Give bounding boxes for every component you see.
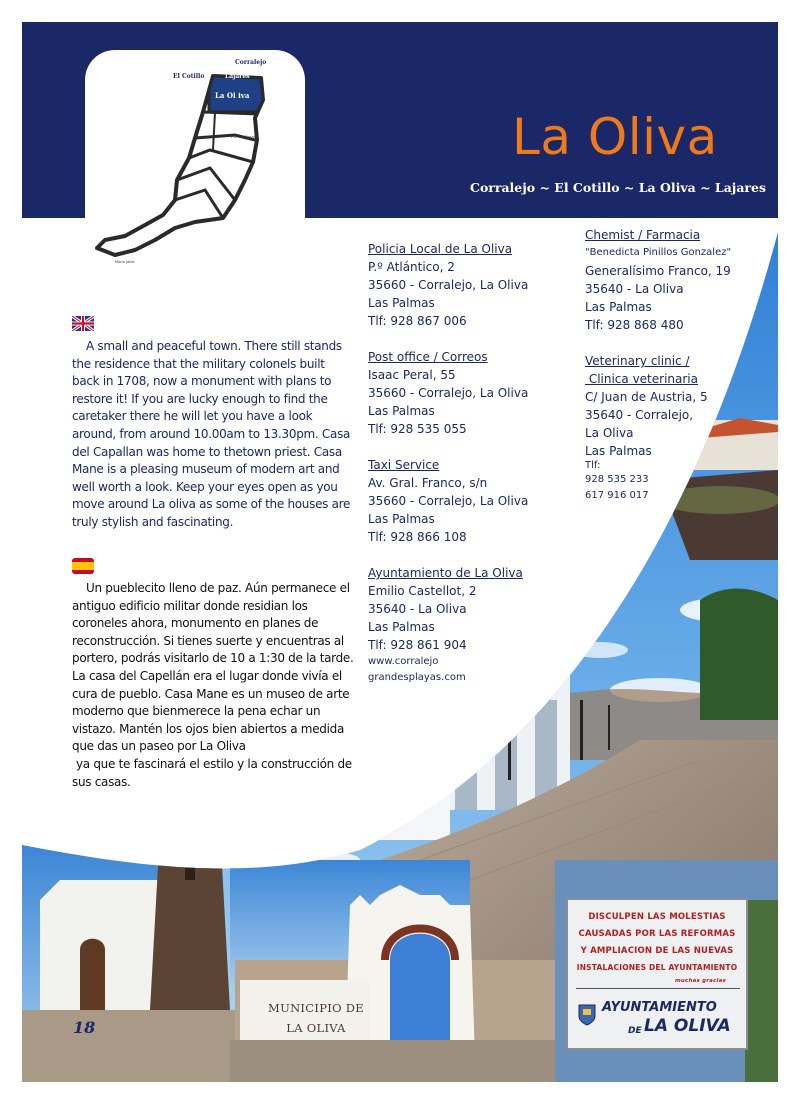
vet-line: C/ Juan de Austria, 5	[585, 390, 708, 404]
map-label-el-cotillo: El Cotillo	[173, 73, 205, 80]
ayuntamiento-line: Emilio Castellot, 2	[368, 584, 477, 598]
spain-flag-icon	[72, 558, 94, 574]
contacts-right-column	[585, 226, 731, 504]
municipio-line-2: LA OLIVA	[286, 1021, 346, 1035]
sign-de: DE	[628, 1026, 642, 1036]
contacts-middle-column	[368, 240, 528, 686]
sign-la-oliva: LA OLIVA	[644, 1016, 731, 1036]
page-subtitle: Corralejo ~ El Cotillo ~ La Oliva ~ Lajares	[470, 180, 766, 195]
post-line: Isaac Peral, 55	[368, 368, 456, 382]
website-line-2: grandesplayas.com	[368, 672, 466, 683]
map-label-puerto: Pto. del Rosario	[231, 135, 259, 139]
vet-phone-2: 617 916 017	[585, 490, 649, 501]
policia-line: P.º Atlántico, 2	[368, 260, 455, 274]
ayuntamiento-line: 35640 - La Oliva	[368, 602, 467, 616]
vet-line: La Oliva	[585, 426, 634, 440]
ayuntamiento-phone: Tlf: 928 861 904	[368, 638, 467, 652]
sign-ayuntamiento: AYUNTAMIENTO	[602, 1000, 717, 1015]
vet-tlf-label: Tlf:	[585, 460, 601, 471]
ayuntamiento-heading: Ayuntamiento de La Oliva	[368, 566, 523, 580]
map-label-la-oliva: La Ol iva	[215, 91, 250, 100]
municipio-line-1: MUNICIPIO DE	[268, 1001, 364, 1015]
taxi-phone: Tlf: 928 866 108	[368, 530, 467, 544]
chemist-line: Generalísimo Franco, 19	[585, 264, 731, 278]
page-title: La Oliva	[512, 108, 718, 166]
post-line: 35660 - Corralejo, La Oliva	[368, 386, 529, 400]
coat-of-arms-icon	[578, 1004, 596, 1026]
map-label-lajares: Lajares	[225, 73, 250, 80]
uk-flag-icon	[72, 316, 94, 331]
taxi-line: Las Palmas	[368, 512, 435, 526]
chemist-line: Las Palmas	[585, 300, 652, 314]
chemist-name: "Benedicta Pinillos Gonzalez"	[585, 247, 732, 258]
taxi-heading: Taxi Service	[368, 458, 440, 472]
town-hall-sign	[566, 898, 748, 1050]
spanish-description-end: ya que te fascinará el estilo y la construcción de sus casas.	[72, 756, 352, 789]
website-line-1: www.corralejo	[368, 656, 439, 667]
chemist-phone: Tlf: 928 868 480	[585, 318, 684, 332]
municipio-plaque	[268, 998, 364, 1038]
post-line: Las Palmas	[368, 404, 435, 418]
chemist-heading: Chemist / Farmacia	[585, 228, 701, 242]
sign-line-1: DISCULPEN LAS MOLESTIAS	[588, 912, 726, 922]
ayuntamiento-line: Las Palmas	[368, 620, 435, 634]
page-number: 18	[73, 1018, 96, 1037]
post-phone: Tlf: 928 535 055	[368, 422, 467, 436]
sign-line-4: INSTALACIONES DEL AYUNTAMIENTO	[576, 963, 738, 972]
english-description: A small and peaceful town. There still stands the residence that the military colonels built back in 1708, now a monument with plans to restore it! If you are lucky enough to find the caretaker there he will let you have a look around, from around 10.00am to 13.30pm. Casa del Capallan was home to thetown priest. Casa Mane is a pleasing museum of modern art and well worth a look. Keep your eyes open as you move around La oliva as some of the houses are truly stylish and fascinating.	[72, 339, 351, 529]
vet-phone-1: 928 535 233	[585, 474, 649, 485]
policia-line: 35660 - Corralejo, La Oliva	[368, 278, 529, 292]
vet-heading-spanish: Clinica veterinaria	[585, 372, 698, 386]
sign-line-3: Y AMPLIACION DE LAS NUEVAS	[580, 946, 734, 956]
sign-line-2: CAUSADAS POR LAS REFORMAS	[578, 929, 736, 939]
policia-phone: Tlf: 928 867 006	[368, 314, 467, 328]
spanish-description-main: Un pueblecito lleno de paz. Aún permanece el antiguo edificio militar donde residian los coroneles ahora, monumento en planes de reconstrucción. Si tienes suerte y encuentras al portero, podrás visitarlo de 10 a 1:30 de la tarde. La casa del Capellán era el lugar donde vivía el cura de pueblo. Casa Mane es un museo de arte moderno que bienmerece la pena echar un vistazo. Mantén los ojos bien abiertos a medida que das un paseo por La Oliva	[72, 581, 354, 754]
post-heading: Post office / Correos	[368, 350, 488, 364]
policia-heading: Policia Local de La Oliva	[368, 242, 513, 256]
taxi-line: Av. Gral. Franco, s/n	[368, 476, 488, 490]
sign-line-5: muchas gracias	[674, 978, 726, 984]
map-label-morro: Morro Jable	[115, 260, 135, 264]
spanish-description	[72, 580, 362, 791]
vet-line: Las Palmas	[585, 444, 652, 458]
fuerteventura-map	[85, 50, 305, 278]
chemist-line: 35640 - La Oliva	[585, 282, 684, 296]
taxi-line: 35660 - Corralejo, La Oliva	[368, 494, 529, 508]
vet-heading: Veterinary clinic /	[585, 354, 690, 368]
vet-line: 35640 - Corralejo,	[585, 408, 694, 422]
map-label-corralejo: Corralejo	[235, 59, 267, 66]
map-card	[85, 50, 305, 278]
policia-line: Las Palmas	[368, 296, 435, 310]
